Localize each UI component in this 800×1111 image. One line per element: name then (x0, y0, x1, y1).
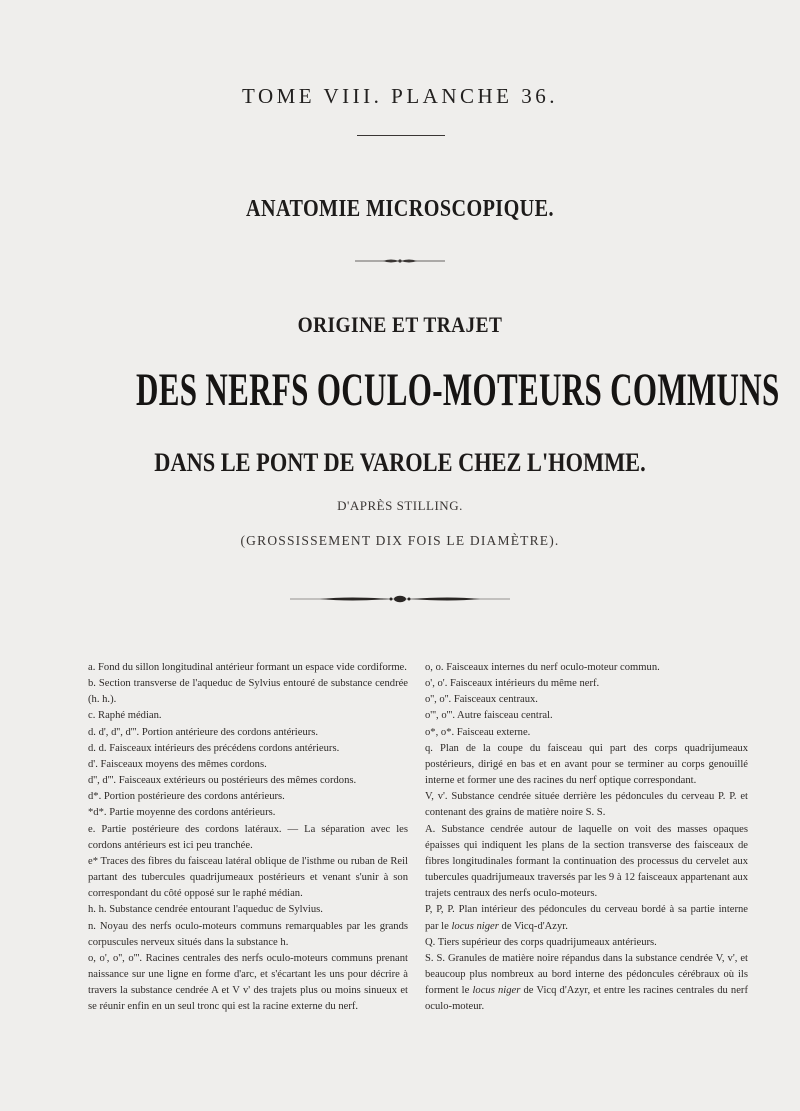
legend-entry: d'. Faisceaux moyens des mêmes cordons. (88, 758, 267, 770)
legend-entry: q. Plan de la coupe du faisceau qui part des corps quadrijumeaux postérieurs, dirigé en bas et en avant pour se terminer au corps genouillé interne et former une des racines du nerf optique correspondant. (425, 742, 748, 787)
legend-entry: e. Partie postérieure des cordons latéraux. — La séparation avec les cordons antérieurs est ici peu tranchée. (88, 823, 408, 851)
legend-entry: o*, o*. Faisceau externe. (425, 726, 531, 738)
legend-text: P, P, P. Plan intérieur des pédoncules du cerveau bordé à sa partie interne par le (425, 904, 748, 932)
legend-entry: c. Raphé médian. (88, 710, 162, 722)
legend-entry: d*. Portion postérieure des cordons antérieurs. (88, 791, 285, 803)
title-line-3: DANS LE PONT DE VAROLE CHEZ L'HOMME. (154, 448, 646, 477)
legend-entry: d'', d'''. Faisceaux extérieurs ou postérieurs des mêmes cordons. (88, 775, 357, 787)
legend-entry: b. Section transverse de l'aqueduc de Sylvius entouré de substance cendrée (h. h.). (88, 678, 408, 706)
legend-entry (425, 951, 748, 1016)
legend-entry: d. d. Faisceaux intérieurs des précédens cordons antérieurs. (88, 742, 340, 754)
legend-entry: Q. Tiers supérieur des corps quadrijumeaux antérieurs. (425, 936, 657, 948)
legend-entry: o', o'. Faisceaux intérieurs du même nerf. (425, 678, 600, 690)
legend-right-column (425, 660, 748, 1015)
legend-entry (425, 902, 748, 934)
section-title: ANATOMIE MICROSCOPIQUE. (246, 196, 554, 222)
tome-heading: TOME VIII. PLANCHE 36. (242, 84, 558, 108)
credit-line: D'APRÈS STILLING. (337, 498, 463, 513)
title-line-2: DES NERFS OCULO-MOTEURS COMMUNS (136, 364, 780, 416)
legend-entry: n. Noyau des nerfs oculo-moteurs communs remarquables par les grands corpuscules nerveux situés dans la substance h. (88, 920, 408, 948)
legend-text: S. S. Granules de matière noire répandus dans la substance cendrée V, v', et beaucoup plus nombreux au bord interne des pédoncules cérébraux où ils forment le (425, 952, 748, 997)
legend-left-column (88, 660, 408, 1015)
legend-entry: e* Traces des fibres du faisceau latéral oblique de l'isthme ou ruban de Reil partant des tubercules quadrijumeaux postérieurs et venant s'unir à son correspondant du côté opposé sur le raphé médian. (88, 855, 408, 900)
legend-entry: V, v'. Substance cendrée située derrière les pédoncules du cerveau P. P. et contenant des grains de matière noire S. S. (425, 791, 748, 819)
legend-entry: *d*. Partie moyenne des cordons antérieurs. (88, 807, 276, 819)
legend-entry: d. d', d'', d'''. Portion antérieure des cordons antérieurs. (88, 726, 319, 738)
title-line-1: ORIGINE ET TRAJET (297, 312, 503, 337)
legend-entry: A. Substance cendrée autour de laquelle on voit des masses opaques épaisses qui indiquent les plans de la section transverse des faisceaux de fibres longitudinales formant la continuation des processus du cervelet aux tubercules quadrijumeaux traversés par les 9 à 12 faisceaux appartenant aux trajets centraux des nerfs oculo-moteurs. (425, 823, 748, 900)
legend-entry: o''', o'''. Autre faisceau central. (425, 710, 553, 722)
magnification-line: (GROSSISSEMENT DIX FOIS LE DIAMÈTRE). (240, 533, 560, 548)
legend-entry: h. h. Substance cendrée entourant l'aqueduc de Sylvius. (88, 904, 323, 916)
ornament-divider-top (0, 257, 800, 265)
legend-italic-term: locus niger (451, 920, 499, 932)
legend-entry: o'', o''. Faisceaux centraux. (425, 694, 538, 706)
legend-italic-term: locus niger (472, 985, 521, 997)
legend-entry: o, o. Faisceaux internes du nerf oculo-moteur commun. (425, 662, 660, 673)
legend-text: de Vicq-d'Azyr. (501, 920, 568, 932)
short-rule (357, 135, 445, 136)
legend-entry: a. Fond du sillon longitudinal antérieur formant un espace vide cordiforme. (88, 662, 407, 673)
legend-entry: o, o', o'', o'''. Racines centrales des nerfs oculo-moteurs communs prenant naissance sur une ligne en forme d'arc, et s'écartant les uns pour décrire à travers la substance cendrée A et V v' des trajets plus ou moins sinueux et se réunir enfin en un seul tronc qui est la racine externe du nerf. (88, 952, 408, 1013)
legend-text: de Vicq d'Azyr, et entre les racines centrales du nerf oculo-moteur. (425, 985, 748, 1013)
ornament-divider-bottom (0, 594, 800, 604)
